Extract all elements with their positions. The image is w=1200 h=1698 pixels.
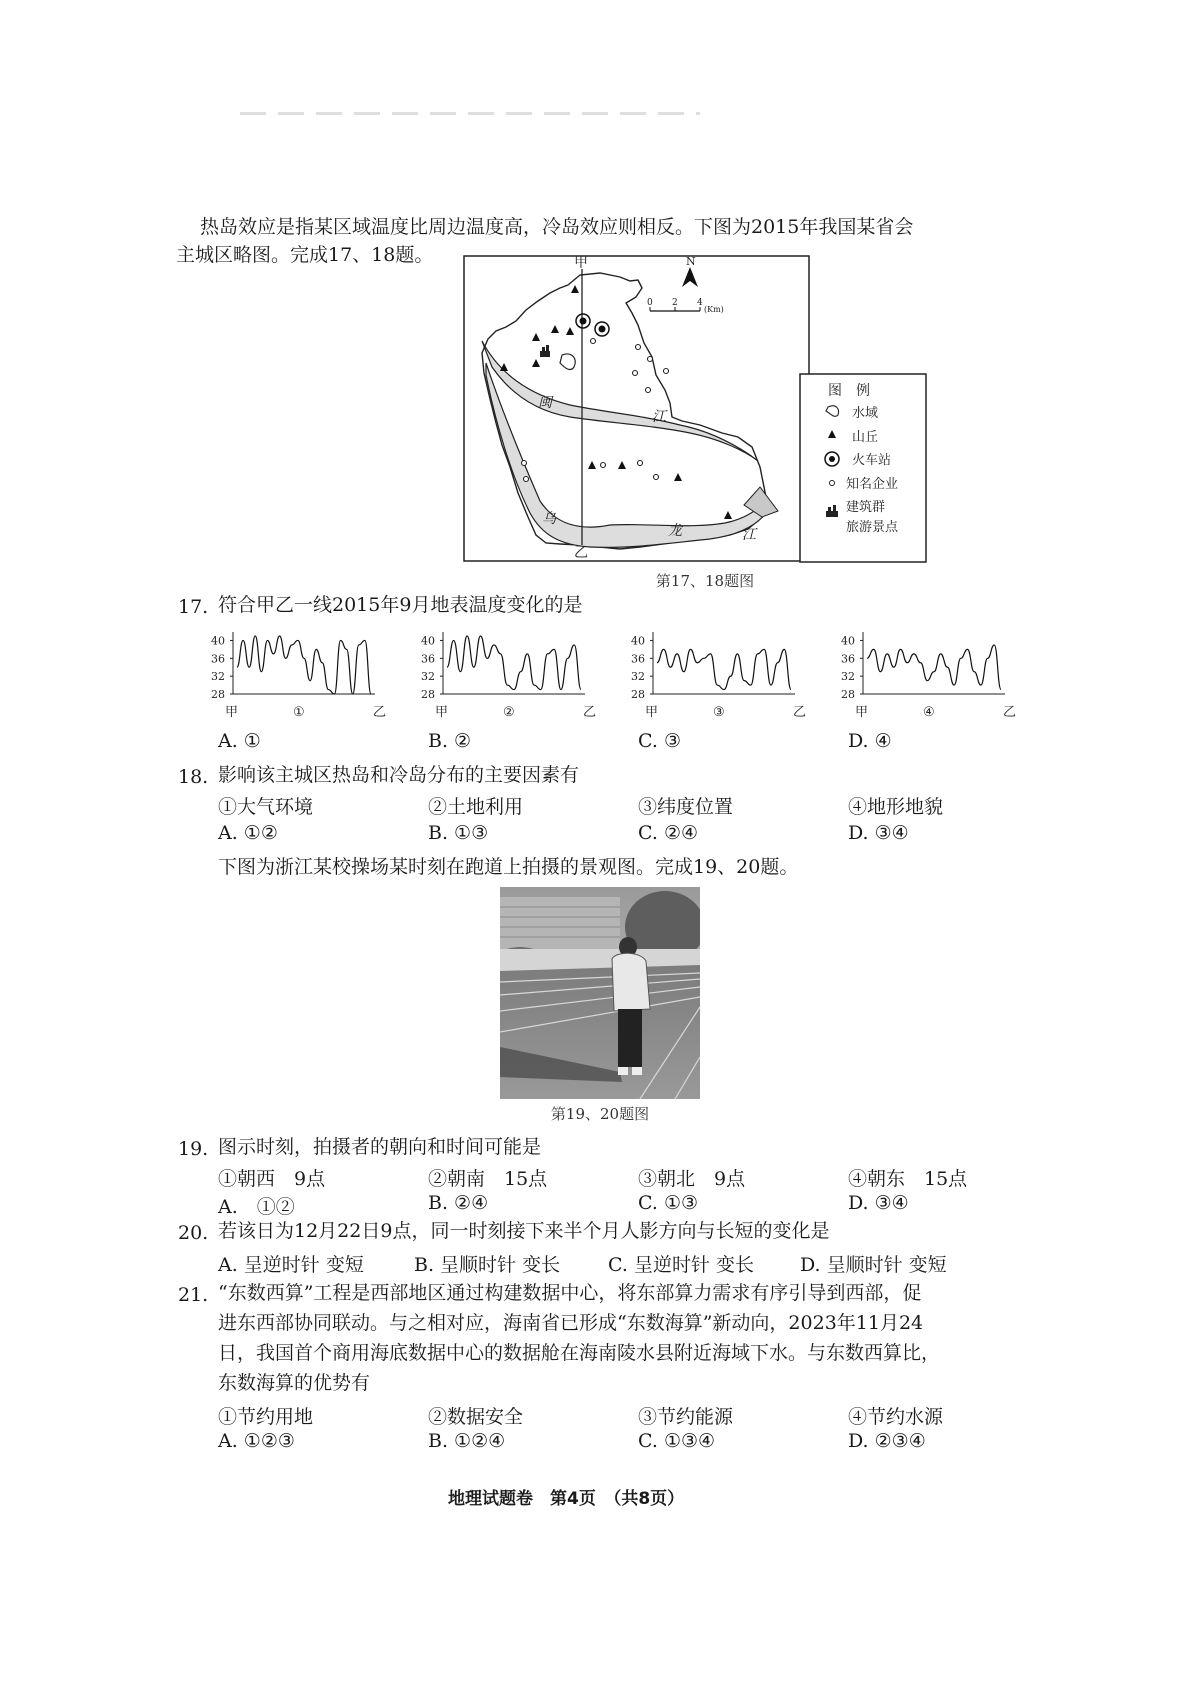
temperature-profile-charts xyxy=(205,628,1045,728)
q18-item-4: ④地形地貌 xyxy=(848,796,944,818)
temperature-series-line xyxy=(447,636,581,690)
x-end-label: 乙 xyxy=(1003,705,1017,720)
city-map-figure xyxy=(460,255,930,565)
q19-stem: 图示时刻，拍摄者的朝向和时间可能是 xyxy=(218,1136,542,1158)
y-tick-label: 36 xyxy=(841,652,855,666)
legend-water-label: 水域 xyxy=(852,406,879,421)
faint-header-artifact xyxy=(240,112,700,115)
svg-text:N: N xyxy=(686,255,696,268)
y-tick-label: 28 xyxy=(421,688,435,701)
svg-text:(Km): (Km) xyxy=(704,305,724,314)
x-start-label: 甲 xyxy=(645,705,659,720)
q17-option-d[interactable]: D. ④ xyxy=(848,730,892,752)
q18-option-a[interactable]: A. ①② xyxy=(218,822,278,844)
temperature-series-line xyxy=(867,645,1001,690)
legend-enterprise-icon xyxy=(830,481,835,486)
q20-option-a[interactable]: A. 呈逆时针 变短 xyxy=(218,1254,364,1276)
q17-number: 17. xyxy=(178,596,209,618)
q21-line1: “东数西算”工程是西部地区通过构建数据中心，将东部算力需求有序引导到西部，促 xyxy=(218,1282,922,1304)
q19-option-c[interactable]: C. ①③ xyxy=(638,1192,699,1214)
river-char-3: 乌 xyxy=(542,511,556,527)
x-end-label: 乙 xyxy=(373,705,387,720)
point-label-top: 甲 xyxy=(574,255,588,271)
y-tick-label: 40 xyxy=(841,634,855,648)
y-tick-label: 28 xyxy=(841,688,855,701)
intro-paragraph-line2: 主城区略图。完成17、18题。 xyxy=(176,244,434,266)
y-tick-label: 32 xyxy=(421,670,435,684)
intro2-paragraph: 下图为浙江某校操场某时刻在跑道上拍摄的景观图。完成19、20题。 xyxy=(218,856,799,878)
temperature-chart-2 xyxy=(421,632,596,720)
point-label-bottom: 乙 xyxy=(574,545,588,561)
legend-station-label: 火车站 xyxy=(852,453,892,468)
river-char-2: 江 xyxy=(652,409,666,425)
y-tick-label: 28 xyxy=(631,688,645,701)
q21-option-c[interactable]: C. ①③④ xyxy=(638,1430,716,1452)
q19-item-1: ①朝西 9点 xyxy=(218,1168,326,1190)
q20-option-d[interactable]: D. 呈顺时针 变短 xyxy=(800,1254,947,1276)
q21-line3: 日，我国首个商用海底数据中心的数据舱在海南陵水县附近海域下水。与东数西算比， xyxy=(218,1342,941,1364)
svg-text:4: 4 xyxy=(697,298,703,308)
chart-axis xyxy=(653,632,795,694)
q21-item-2: ②数据安全 xyxy=(428,1406,524,1428)
intro-paragraph-line1: 热岛效应是指某区域温度比周边温度高，冷岛效应则相反。下图为2015年我国某省会 xyxy=(200,216,914,238)
q20-option-c[interactable]: C. 呈逆时针 变长 xyxy=(608,1254,754,1276)
q21-option-a[interactable]: A. ①②③ xyxy=(218,1430,295,1452)
river-char-4: 龙 xyxy=(668,523,682,539)
q18-option-c[interactable]: C. ②④ xyxy=(638,822,699,844)
y-tick-label: 32 xyxy=(841,670,855,684)
q17-option-c[interactable]: C. ③ xyxy=(638,730,681,752)
q21-line2: 进东西部协同联动。与之相对应，海南省已形成“东数海算”新动向，2023年11月24 xyxy=(218,1312,924,1334)
x-end-label: 乙 xyxy=(583,705,597,720)
river-char-5: 江 xyxy=(742,527,756,543)
q17-stem: 符合甲乙一线2015年9月地表温度变化的是 xyxy=(218,594,583,616)
station-icons xyxy=(576,314,609,336)
y-tick-label: 36 xyxy=(211,652,225,666)
svg-text:0: 0 xyxy=(647,298,653,308)
scale-bar xyxy=(647,298,724,314)
q21-item-4: ④节约水源 xyxy=(848,1406,944,1428)
map-caption: 第17、18题图 xyxy=(655,572,755,590)
q20-option-b[interactable]: B. 呈顺时针 变长 xyxy=(414,1254,561,1276)
q17-option-a[interactable]: A. ① xyxy=(218,730,261,752)
svg-text:2: 2 xyxy=(672,298,678,308)
q21-line4: 东数海算的优势有 xyxy=(218,1372,371,1394)
y-tick-label: 36 xyxy=(631,652,645,666)
q18-item-3: ③纬度位置 xyxy=(638,796,734,818)
q19-option-d[interactable]: D. ③④ xyxy=(848,1192,909,1214)
legend-tourism-label: 旅游景点 xyxy=(846,520,899,535)
temperature-chart-3 xyxy=(631,632,806,720)
temperature-series-line xyxy=(657,649,791,689)
legend-enterprise-label: 知名企业 xyxy=(846,477,899,492)
temperature-chart-4 xyxy=(841,632,1016,720)
x-start-label: 甲 xyxy=(435,705,449,720)
legend-building-label: 建筑群 xyxy=(846,500,886,515)
q21-item-3: ③节约能源 xyxy=(638,1406,734,1428)
y-tick-label: 32 xyxy=(211,670,225,684)
y-tick-label: 36 xyxy=(421,652,435,666)
y-tick-label: 28 xyxy=(211,688,225,701)
q18-number: 18. xyxy=(178,766,209,788)
running-track-photo xyxy=(500,887,700,1099)
page-footer: 地理试题卷 第4页 （共8页） xyxy=(448,1489,685,1509)
q20-number: 20. xyxy=(178,1222,209,1244)
legend-hill-label: 山丘 xyxy=(852,430,879,445)
y-tick-label: 40 xyxy=(631,634,645,648)
q18-item-1: ①大气环境 xyxy=(218,796,314,818)
q21-number: 21. xyxy=(178,1284,209,1306)
q19-number: 19. xyxy=(178,1138,209,1160)
q19-item-4: ④朝东 15点 xyxy=(848,1168,968,1190)
q17-option-b[interactable]: B. ② xyxy=(428,730,472,752)
q19-item-3: ③朝北 9点 xyxy=(638,1168,746,1190)
x-start-label: 甲 xyxy=(225,705,239,720)
chart-marker-label: ① xyxy=(293,705,305,720)
x-start-label: 甲 xyxy=(855,705,869,720)
y-tick-label: 40 xyxy=(421,634,435,648)
y-tick-label: 32 xyxy=(631,670,645,684)
y-tick-label: 40 xyxy=(211,634,225,648)
chart-marker-label: ④ xyxy=(923,705,935,720)
q19-option-a[interactable]: A. ①② xyxy=(218,1196,295,1218)
temperature-chart-1 xyxy=(211,632,386,720)
city-map-svg xyxy=(460,255,930,565)
q19-option-b[interactable]: B. ②④ xyxy=(428,1192,489,1214)
river-char-1: 闽 xyxy=(538,395,552,411)
legend-title: 图 例 xyxy=(828,383,870,399)
q20-stem: 若该日为12月22日9点，同一时刻接下来半个月人影方向与长短的变化是 xyxy=(218,1220,830,1242)
q18-item-2: ②土地利用 xyxy=(428,796,524,818)
q21-item-1: ①节约用地 xyxy=(218,1406,314,1428)
q18-stem: 影响该主城区热岛和冷岛分布的主要因素有 xyxy=(218,764,580,786)
water-icon xyxy=(560,354,575,370)
chart-marker-label: ② xyxy=(503,705,515,720)
north-arrow-icon xyxy=(682,255,698,287)
building-icon xyxy=(540,345,550,357)
q21-option-d[interactable]: D. ②③④ xyxy=(848,1430,926,1452)
q19-item-2: ②朝南 15点 xyxy=(428,1168,548,1190)
photo-caption: 第19、20题图 xyxy=(550,1105,650,1123)
temperature-series-line xyxy=(237,636,371,694)
q18-option-d[interactable]: D. ③④ xyxy=(848,822,909,844)
chart-axis xyxy=(233,632,375,694)
chart-marker-label: ③ xyxy=(713,705,725,720)
x-end-label: 乙 xyxy=(793,705,807,720)
chart-axis xyxy=(443,632,585,694)
q17-charts xyxy=(205,628,1045,728)
q21-option-b[interactable]: B. ①②④ xyxy=(428,1430,506,1452)
q18-option-b[interactable]: B. ①③ xyxy=(428,822,489,844)
